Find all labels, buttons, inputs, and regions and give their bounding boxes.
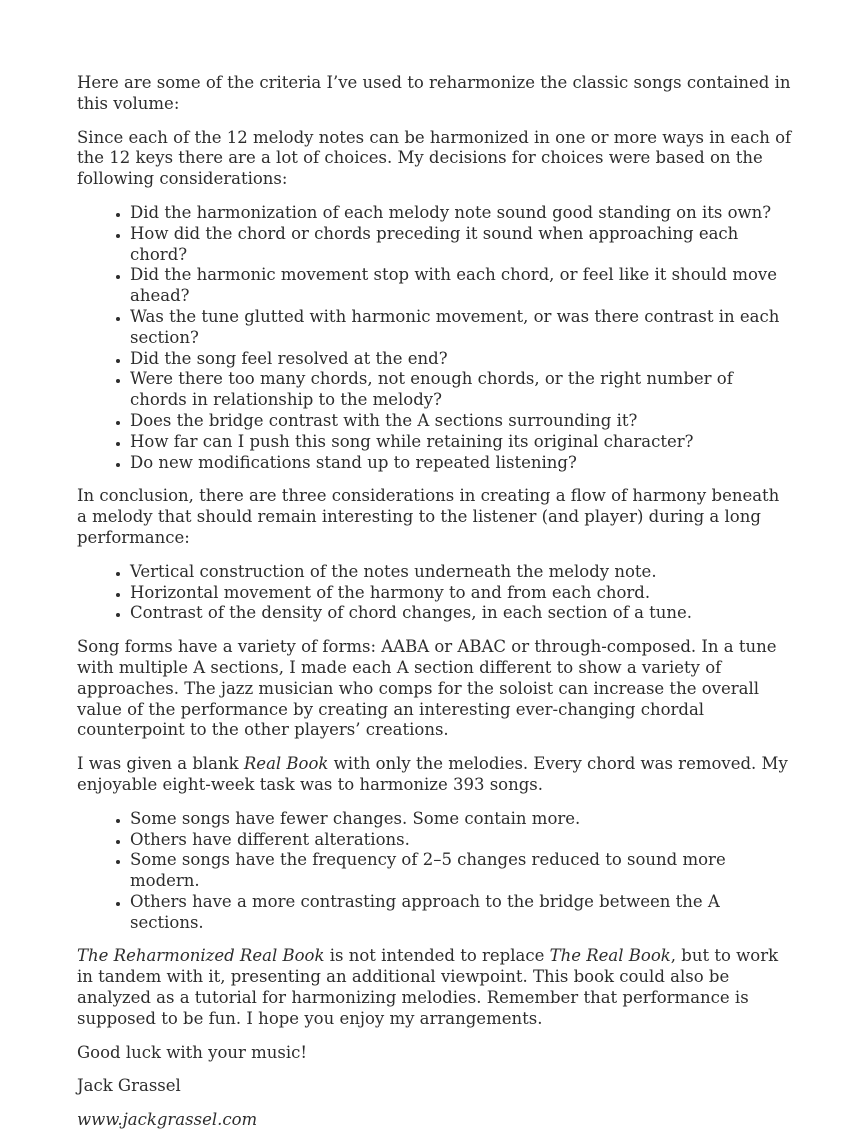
text-run: is not intended to replace [324,946,550,966]
website-text: www.jackgrassel.com [77,1110,258,1130]
criteria-list-item: • How far can I push this song while retaining its original character? [130,432,792,453]
text-run: with only the melodies. Every chord was removed. My enjoyable eight-week task was to harmonize 393 songs. [77,754,788,794]
considerations-list [77,562,792,624]
criteria-list-item: • Do new modifications stand up to repeated listening? [130,453,792,474]
book-title-italic: The Real Book [549,946,671,966]
criteria-list-item: • Did the harmonic movement stop with each chord, or feel like it should move ahead? [130,265,792,307]
criteria-list-item: • Did the harmonization of each melody note sound good standing on its own? [130,203,792,224]
considerations-list-item: • Vertical construction of the notes underneath the melody note. [130,562,792,583]
paragraph-choices: Since each of the 12 melody notes can be harmonized in one or more ways in each of the 12 keys there are a lot of choices. My decisions for choices were based on the following considerations: [77,127,792,189]
paragraph-blank-book [77,754,792,796]
book-title-italic: The Reharmonized Real Book [77,946,325,966]
considerations-list-item: • Horizontal movement of the harmony to and from each chord. [130,583,792,604]
songs-list [77,809,792,934]
songs-list-item: • Some songs have the frequency of 2–5 changes reduced to sound more modern. [130,850,792,892]
book-title-italic: Real Book [243,754,329,774]
paragraph-closing [77,946,792,1029]
criteria-list-item: • Was the tune glutted with harmonic movement, or was there contrast in each section? [130,307,792,349]
paragraph-song-forms: Song forms have a variety of forms: AABA or ABAC or through-composed. In a tune with multiple A sections, I made each A section different to show a variety of approaches. The jazz musician who comps for the soloist can increase the overall value of the performance by creating an interesting ever-changing chordal counterpoint to the other players’ creations. [77,637,777,740]
songs-list-item: • Others have different alterations. [130,830,792,851]
criteria-list-item: • Were there too many chords, not enough chords, or the right number of chords in relationship to the melody? [130,369,792,411]
considerations-list-item: • Contrast of the density of chord changes, in each section of a tune. [130,603,792,624]
paragraph-conclusion: In conclusion, there are three considerations in creating a flow of harmony beneath a melody that should remain interesting to the listener (and player) during a long performance: [77,486,780,547]
criteria-list-item: • Does the bridge contrast with the A sections surrounding it? [130,411,792,432]
songs-list-item: • Some songs have fewer changes. Some contain more. [130,809,792,830]
text-run: , but to work in tandem with it, presenting an additional viewpoint. This book could also be analyzed as a tutorial for harmonizing melodies. Remember that performance is supposed to be fun. I hope you enjoy my arrangements. [77,946,779,1028]
criteria-list [77,203,792,473]
songs-list-item: • Others have a more contrasting approach to the bridge between the A sections. [130,892,792,934]
paragraph-good-luck: Good luck with your music! [77,1042,308,1062]
text-run: I was given a blank [77,754,244,774]
criteria-list-item: • How did the chord or chords preceding it sound when approaching each chord? [130,224,792,266]
criteria-list-item: • Did the song feel resolved at the end? [130,349,792,370]
paragraph-intro: Here are some of the criteria I’ve used to reharmonize the classic songs contained in this volume: [77,73,791,113]
signature: Jack Grassel [77,1076,181,1096]
